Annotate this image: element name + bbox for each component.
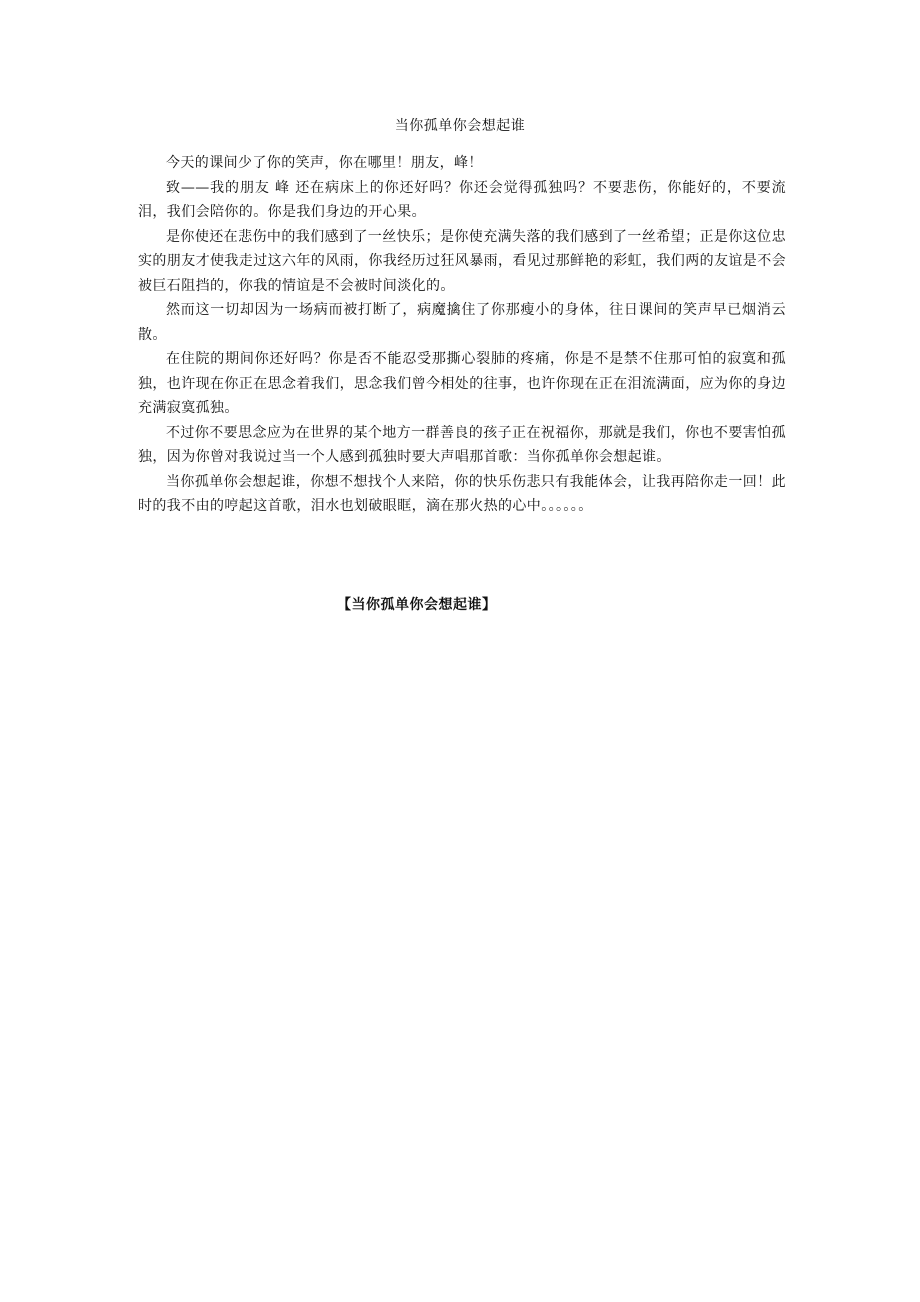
footer-title: 【当你孤单你会想起谁】 <box>337 597 497 613</box>
paragraph-6: 不过你不要思念应为在世界的某个地方一群善良的孩子正在祝福你，那就是我们，你也不要害怕孤独，因为你曾对我说过当一个人感到孤独时要大声唱那首歌：当你孤单你会想起谁。 <box>138 424 786 465</box>
paragraph-4: 然而这一切却因为一场病而被打断了，病魔擒住了你那瘦小的身体，往日课间的笑声早已烟消云散。 <box>138 302 786 343</box>
document-body <box>138 151 786 519</box>
paragraph-7: 当你孤单你会想起谁，你想不想找个人来陪，你的快乐伤悲只有我能体会，让我再陪你走一回！此时的我不由的哼起这首歌，泪水也划破眼眶，滴在那火热的心中。。。。。。 <box>138 473 786 514</box>
paragraph-3: 是你使还在悲伤中的我们感到了一丝快乐；是你使充满失落的我们感到了一丝希望；正是你这位忠实的朋友才使我走过这六年的风雨，你我经历过狂风暴雨，看见过那鲜艳的彩虹，我们两的友谊是不会被巨石阻挡的，你我的情谊是不会被时间淡化的。 <box>138 228 786 294</box>
paragraph-5: 在住院的期间你还好吗？你是否不能忍受那撕心裂肺的疼痛，你是不是禁不住那可怕的寂寞和孤独，也许现在你正在思念着我们，思念我们曾今相处的往事，也许你现在正在泪流满面，应为你的身边充满寂寞孤独。 <box>138 351 786 416</box>
document-title: 当你孤单你会想起谁 <box>394 118 526 134</box>
paragraph-2: 致——我的朋友 峰 还在病床上的你还好吗？你还会觉得孤独吗？不要悲伤，你能好的，不要流泪，我们会陪你的。你是我们身边的开心果。 <box>138 179 786 220</box>
paragraph-1: 今天的课间少了你的笑声，你在哪里！朋友，峰！ <box>166 155 483 171</box>
